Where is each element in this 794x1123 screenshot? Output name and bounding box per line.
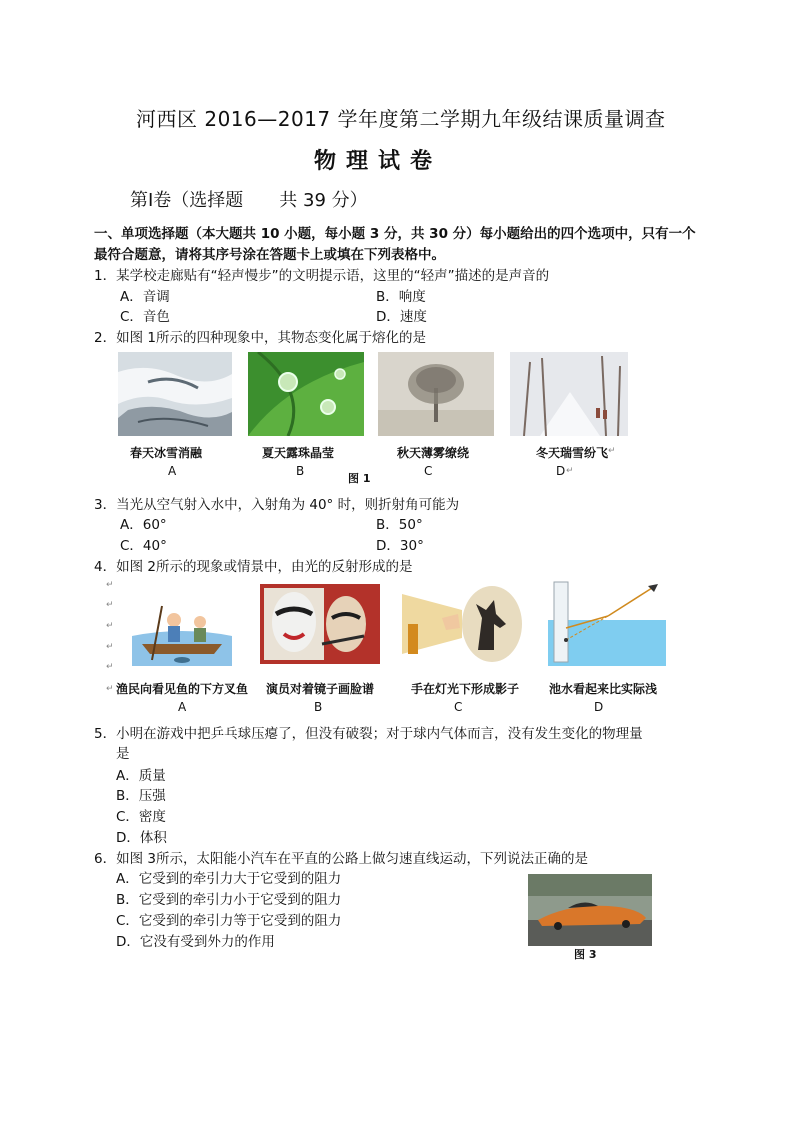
q4-caption-c: 手在灯光下形成影子 [411, 682, 520, 696]
return-mark: ↵ [566, 466, 574, 476]
return-mark: ↵ [106, 580, 114, 590]
q1-stem: 1．某学校走廊贴有“轻声慢步”的文明提示语，这里的“轻声”描述的是声音的 [94, 268, 550, 284]
q2-letter-a: A [168, 464, 177, 478]
q1-option-b: B．响度 [376, 289, 426, 305]
q3-stem: 3．当光从空气射入水中，入射角为 40° 时，则折射角可能为 [94, 497, 460, 513]
photo-snow-forest [510, 352, 628, 436]
return-mark: ↵ [106, 662, 114, 672]
q5-option-c: C．密度 [116, 809, 166, 825]
q4-letter-c: C [454, 700, 463, 714]
photo-hand-shadow [402, 584, 524, 664]
photo-melting-ice [118, 352, 232, 436]
q4-letter-d: D [594, 700, 604, 714]
q2-caption-d: 冬天瑞雪纷飞 [536, 446, 609, 460]
q4-caption-a: 渔民向看见鱼的下方叉鱼 [116, 682, 249, 696]
figure-3-label: 图 3 [574, 948, 597, 961]
q5-option-d: D．体积 [116, 830, 167, 846]
photo-dew-drops [248, 352, 364, 436]
return-mark: ↵ [106, 621, 114, 631]
q5-option-a: A．质量 [116, 768, 166, 784]
q2-caption-a: 春天冰雪消融 [130, 446, 203, 460]
exam-title: 河西区 2016—2017 学年度第二学期九年级结课质量调查 [136, 107, 666, 131]
section-instruction-line1: 一、单项选择题（本大题共 10 小题，每小题 3 分，共 30 分）每小题给出的四个选项中，只有一个 [94, 226, 696, 242]
diagram-pool-depth [548, 580, 666, 666]
q5-stem-line2: 是 [116, 746, 130, 762]
q1-option-a: A．音调 [120, 289, 170, 305]
photo-solar-car [528, 874, 652, 946]
return-mark: ↵ [106, 642, 114, 652]
q2-caption-b: 夏天露珠晶莹 [262, 446, 335, 460]
q3-option-c: C．40° [120, 538, 167, 554]
q2-caption-c: 秋天薄雾缭绕 [397, 446, 470, 460]
return-mark: ↵ [106, 684, 114, 694]
figure-1-label: 图 1 [348, 472, 371, 485]
q6-stem: 6．如图 3所示，太阳能小汽车在平直的公路上做匀速直线运动，下列说法正确的是 [94, 851, 588, 867]
q5-option-b: B．压强 [116, 788, 166, 804]
part-title: 第Ⅰ卷（选择题 共 39 分） [130, 190, 368, 211]
q4-letter-a: A [178, 700, 187, 714]
q2-letter-d: D [556, 464, 566, 478]
q6-option-c: C．它受到的牵引力等于它受到的阻力 [116, 913, 342, 929]
q1-option-d: D．速度 [376, 309, 427, 325]
q1-option-c: C．音色 [120, 309, 170, 325]
return-mark: ↵ [608, 446, 616, 456]
q5-stem-line1: 5．小明在游戏中把乒乓球压瘪了，但没有破裂；对于球内气体而言，没有发生变化的物理量 [94, 726, 643, 742]
q2-stem: 2．如图 1所示的四种现象中，其物态变化属于熔化的是 [94, 330, 426, 346]
q4-stem: 4．如图 2所示的现象或情景中，由光的反射形成的是 [94, 559, 413, 575]
section-instruction-line2: 最符合题意，请将其序号涂在答题卡上或填在下列表格中。 [94, 247, 445, 263]
q2-letter-c: C [424, 464, 433, 478]
q2-letter-b: B [296, 464, 305, 478]
q4-caption-d: 池水看起来比实际浅 [549, 682, 658, 696]
q4-letter-b: B [314, 700, 323, 714]
q3-option-a: A．60° [120, 517, 167, 533]
q4-caption-b: 演员对着镜子画脸谱 [266, 682, 375, 696]
photo-foggy-tree [378, 352, 494, 436]
drawing-fisherman [122, 586, 240, 666]
return-mark: ↵ [106, 600, 114, 610]
subject-title: 物理试卷 [314, 149, 443, 174]
q3-option-b: B．50° [376, 517, 423, 533]
q6-option-a: A．它受到的牵引力大于它受到的阻力 [116, 871, 342, 887]
photo-opera-mirror [260, 584, 380, 664]
q6-option-b: B．它受到的牵引力小于它受到的阻力 [116, 892, 342, 908]
q6-option-d: D．它没有受到外力的作用 [116, 934, 275, 950]
q3-option-d: D．30° [376, 538, 424, 554]
